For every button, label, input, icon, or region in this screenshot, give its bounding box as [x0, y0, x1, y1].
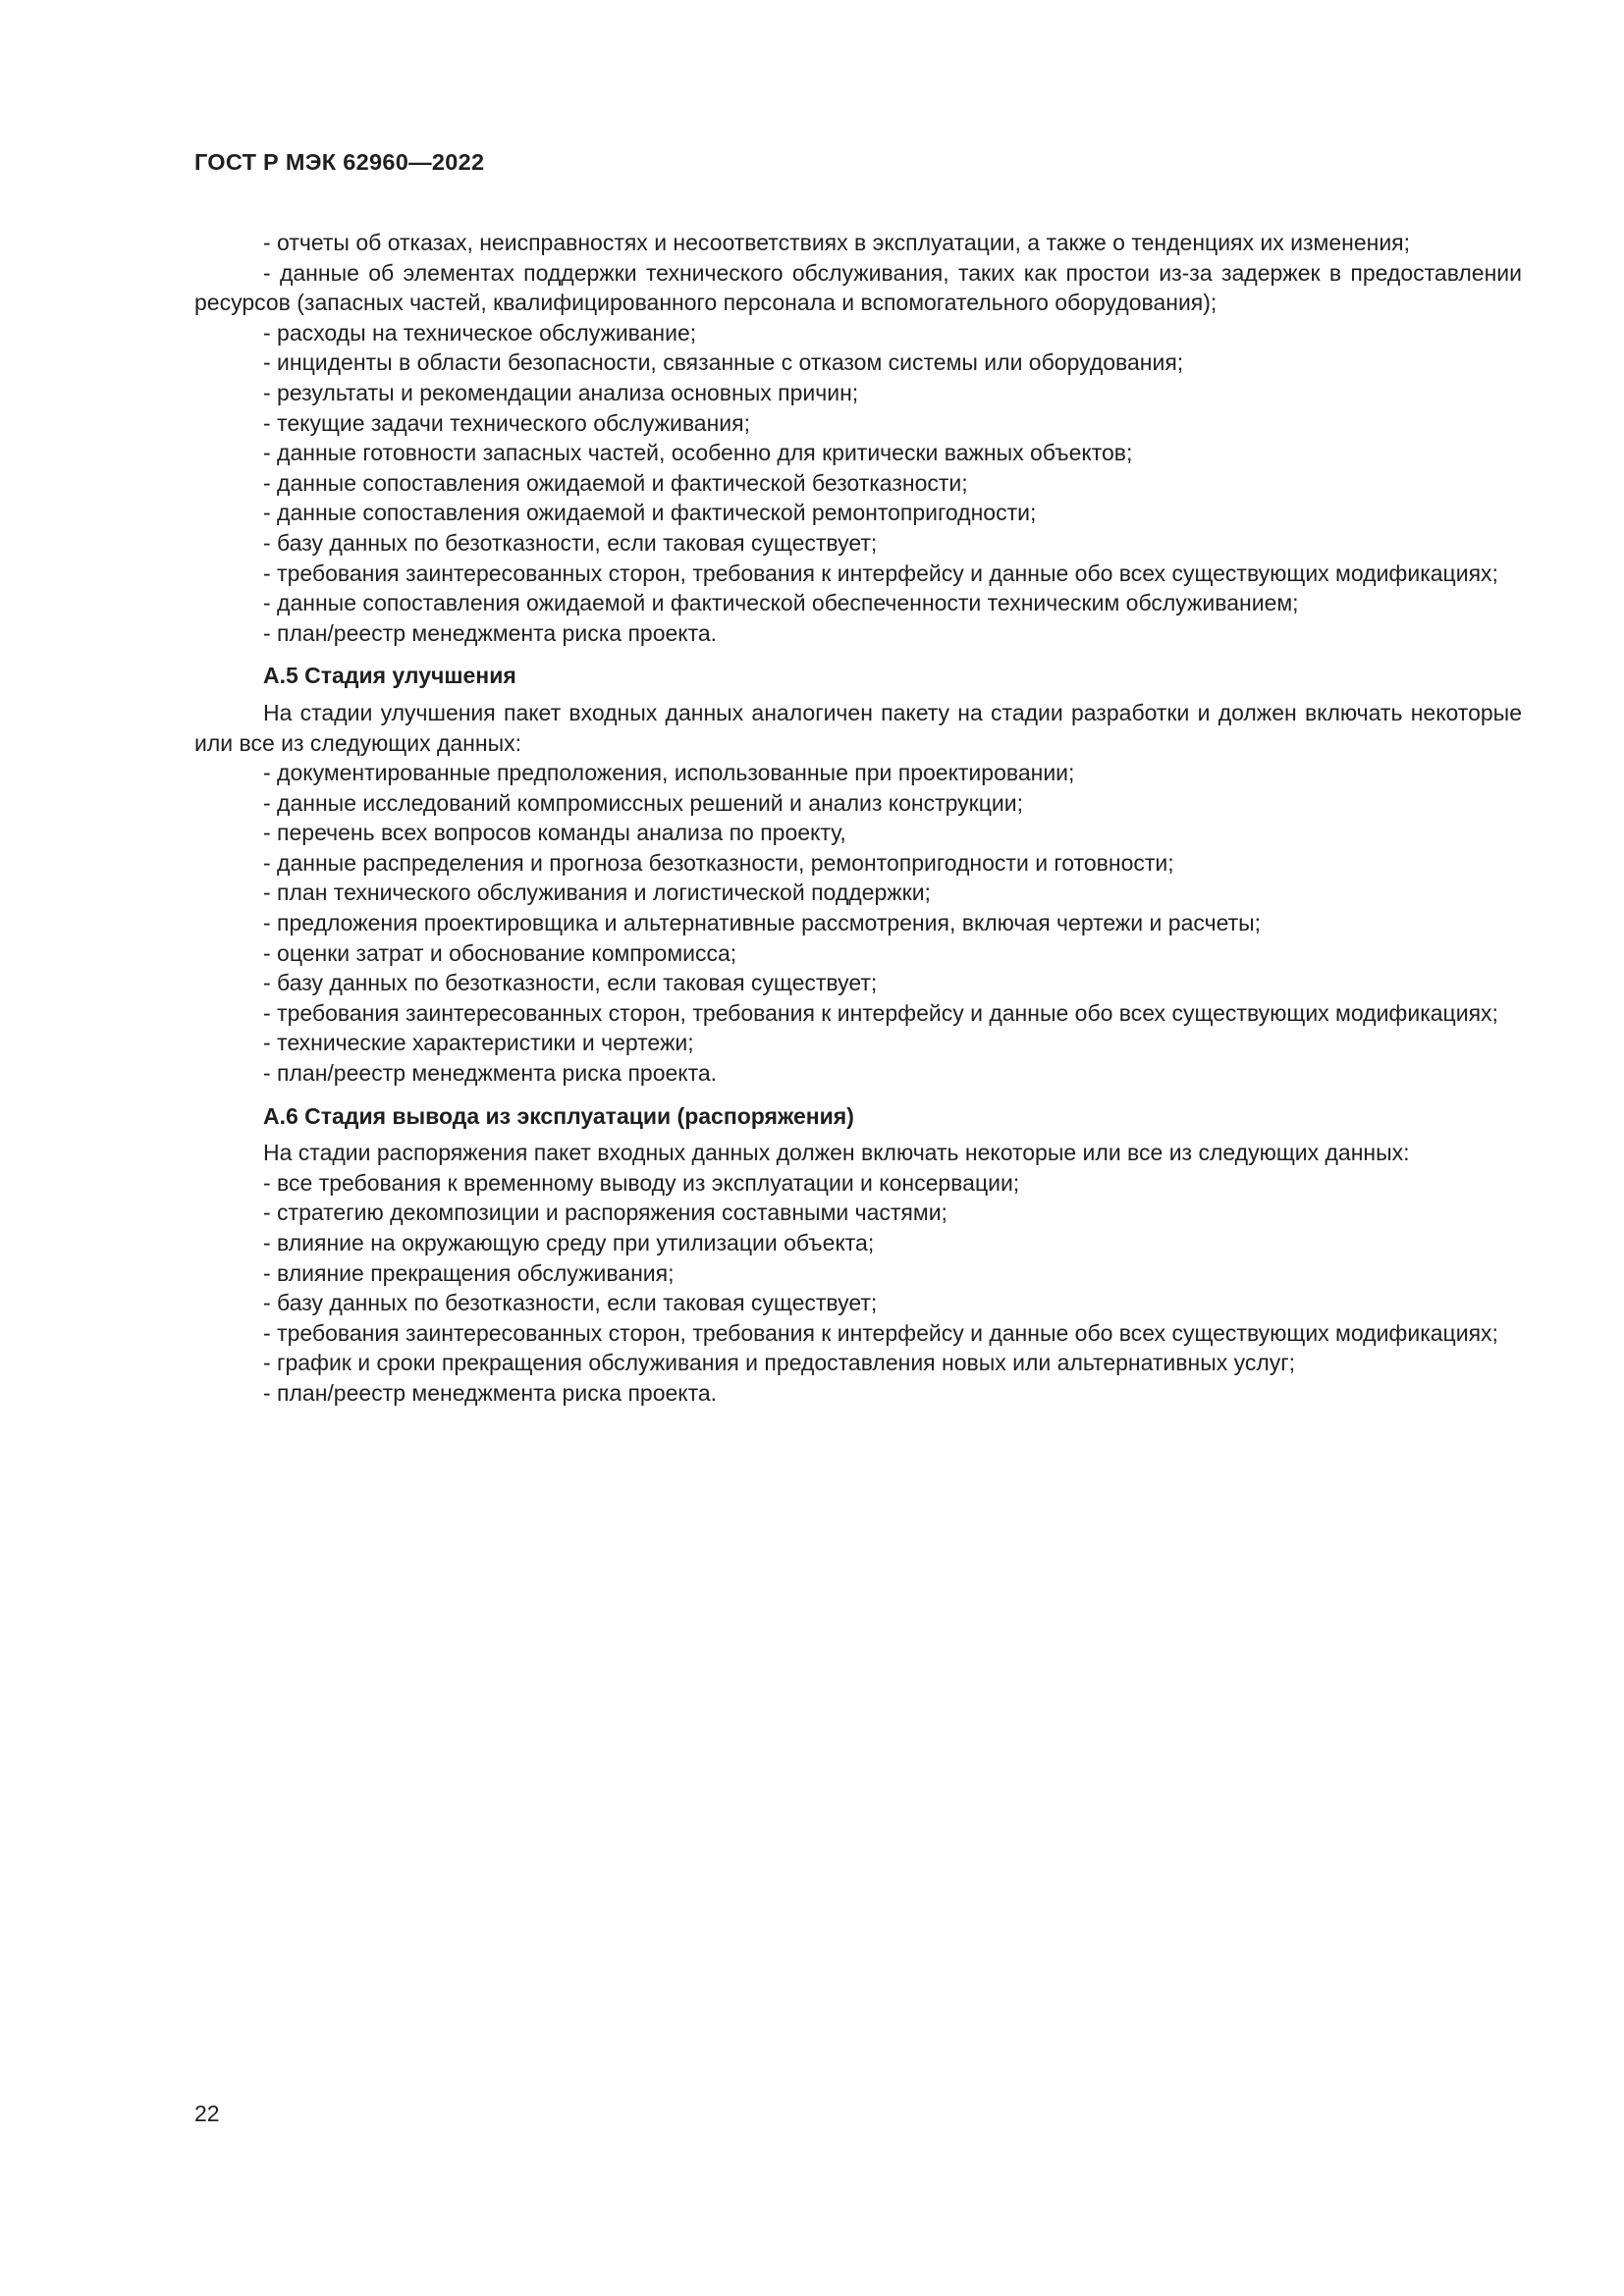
list-item: - предложения проектировщика и альтернативные рассмотрения, включая чертежи и расчеты;: [263, 910, 1262, 936]
list-item: - план/реестр менеджмента риска проекта.: [263, 1379, 718, 1406]
list-item: - данные об элементах поддержки технического обслуживания, таких как простои из-за задержек в предоставлении ресурсов (запасных частей, квалифицированного персонала и вспомогательного оборудования);: [194, 259, 1522, 316]
section-a6: [194, 1101, 1522, 1409]
list-item: - результаты и рекомендации анализа основных причин;: [263, 379, 859, 405]
section-heading: А.5 Стадия улучшения: [263, 663, 516, 689]
page-number: 22: [194, 2101, 220, 2126]
list-item: - влияние на окружающую среду при утилизации объекта;: [263, 1230, 875, 1255]
list-item: - данные сопоставления ожидаемой и фактической безотказности;: [263, 469, 968, 496]
list-item: - план/реестр менеджмента риска проекта.: [263, 619, 718, 646]
list-item: - данные сопоставления ожидаемой и фактической ремонтопригодности;: [263, 500, 1037, 526]
list-item: - план/реестр менеджмента риска проекта.: [263, 1060, 718, 1087]
list-item: - данные сопоставления ожидаемой и фактической обеспеченности техническим обслуживанием;: [263, 590, 1299, 616]
list-item: - отчеты об отказах, неисправностях и несоответствиях в эксплуатации, а также о тенденциях их изменения;: [263, 230, 1411, 255]
list-item: - влияние прекращения обслуживания;: [263, 1259, 675, 1286]
list-item: - технические характеристики и чертежи;: [263, 1030, 694, 1056]
list-item: - текущие задачи технического обслуживания;: [263, 409, 750, 436]
document-body: [194, 228, 1522, 1409]
section-a4-list: [194, 228, 1522, 648]
section-a5: [194, 661, 1522, 1088]
list-item: - оценки затрат и обоснование компромисса;: [263, 939, 737, 966]
list-item: - требования заинтересованных сторон, требования к интерфейсу и данные обо всех существующих модификациях;: [263, 999, 1498, 1026]
section-heading: А.6 Стадия вывода из эксплуатации (распоряжения): [263, 1102, 854, 1129]
list-item: - все требования к временному выводу из эксплуатации и консервации;: [263, 1169, 1020, 1196]
list-item: - расходы на техническое обслуживание;: [263, 319, 697, 346]
list-item: - стратегию декомпозиции и распоряжения составными частями;: [263, 1200, 947, 1226]
list-item: - перечень всех вопросов команды анализа по проекту,: [263, 820, 846, 846]
list-item: - план технического обслуживания и логистической поддержки;: [263, 880, 931, 906]
list-item: - данные распределения и прогноза безотказности, ремонтопригодности и готовности;: [263, 849, 1174, 876]
list-item: - базу данных по безотказности, если таковая существует;: [263, 1290, 878, 1316]
list-item: - данные исследований компромиссных решений и анализ конструкции;: [263, 789, 1023, 816]
list-item: - документированные предположения, использованные при проектировании;: [263, 760, 1075, 786]
list-item: - инциденты в области безопасности, связанные с отказом системы или оборудования;: [263, 349, 1184, 376]
list-item: - требования заинтересованных сторон, требования к интерфейсу и данные обо всех существующих модификациях;: [263, 1319, 1498, 1346]
list-item: - базу данных по безотказности, если таковая существует;: [263, 970, 878, 996]
document-header: ГОСТ Р МЭК 62960—2022: [194, 149, 485, 175]
list-item: - график и сроки прекращения обслуживания и предоставления новых или альтернативных услуг;: [263, 1350, 1296, 1376]
list-item: - данные готовности запасных частей, особенно для критически важных объектов;: [263, 440, 1133, 466]
section-intro: На стадии распоряжения пакет входных данных должен включать некоторые или все из следующих данных:: [263, 1140, 1410, 1166]
list-item: - требования заинтересованных сторон, требования к интерфейсу и данные обо всех существующих модификациях;: [263, 560, 1498, 586]
section-intro: На стадии улучшения пакет входных данных аналогичен пакету на стадии разработки и должен включать некоторые или все из следующих данных:: [194, 699, 1522, 756]
list-item: - базу данных по безотказности, если таковая существует;: [263, 529, 878, 556]
